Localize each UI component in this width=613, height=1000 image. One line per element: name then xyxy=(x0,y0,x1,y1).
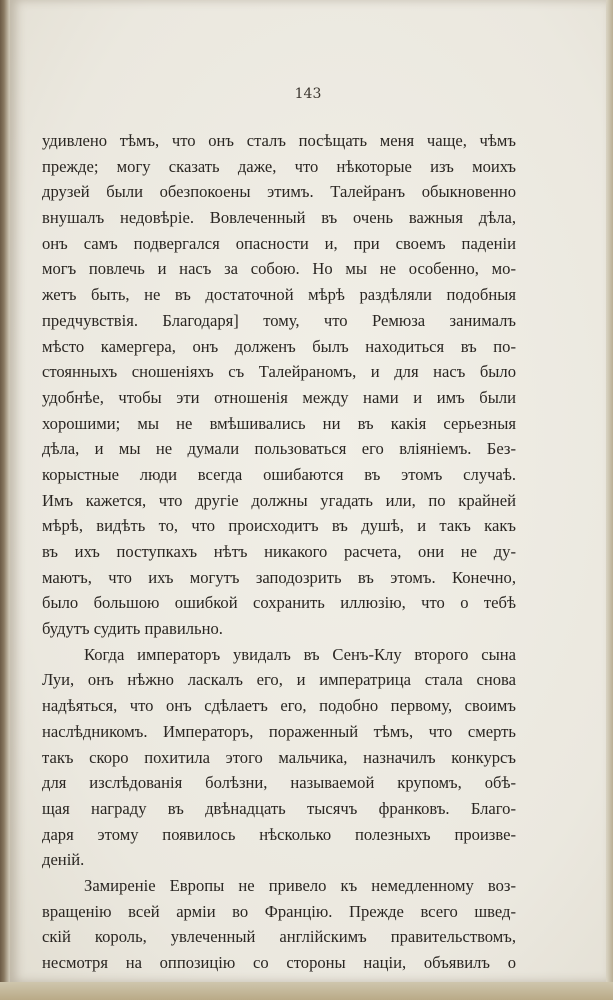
text-line: мѣрѣ, видѣть то, что происходитъ въ душѣ, и такъ какъ xyxy=(42,516,516,536)
text-line: Имъ кажется, что другіе должны угадать или, по крайней xyxy=(42,490,516,510)
text-line: въ ихъ поступкахъ нѣтъ никакого расчета, они не ду- xyxy=(42,542,516,561)
text-line: друзей были обезпокоены этимъ. Талейранъ обыкновенно xyxy=(42,182,516,202)
text-line: будутъ судить правильно. xyxy=(42,619,223,639)
body-text xyxy=(42,128,516,1000)
text-line: скій король, увлеченный англійскимъ правительствомъ, xyxy=(42,927,516,947)
text-line: корыстные люди всегда ошибаются въ этомъ случаѣ. xyxy=(42,464,516,484)
text-line: прежде; могу сказать даже, что нѣкоторые изъ моихъ xyxy=(42,156,516,176)
page-bottom-edge xyxy=(0,982,613,1000)
text-line: жетъ быть, не въ достаточной мѣрѣ раздѣляли подобныя xyxy=(42,285,516,305)
text-line: Луи, онъ нѣжно ласкалъ его, и императрица стала снова xyxy=(42,670,516,690)
text-line: было большою ошибкой сохранить иллюзію, что о тебѣ xyxy=(42,593,516,613)
text-line: для изслѣдованія болѣзни, называемой крупомъ, обѣ- xyxy=(42,773,516,793)
text-line: внушалъ недовѣріе. Вовлеченный въ очень важныя дѣла, xyxy=(42,208,516,228)
text-line: дѣла, и мы не думали пользоваться его вліяніемъ. Без- xyxy=(42,439,516,459)
text-line: мѣсто камергера, онъ долженъ былъ находиться въ по- xyxy=(42,336,516,356)
text-line: несмотря на оппозицію со стороны націи, объявилъ о xyxy=(42,953,516,972)
page-number: 143 xyxy=(294,86,322,102)
text-line: деній. xyxy=(42,850,85,870)
text-line: удивлено тѣмъ, что онъ сталъ посѣщать меня чаще, чѣмъ xyxy=(42,131,516,150)
text-line: Замиреніе Европы не привело къ немедленному воз- xyxy=(84,875,516,895)
text-line: могъ повлечь и насъ за собою. Но мы не особенно, мо- xyxy=(42,259,516,279)
page-sheet xyxy=(10,0,606,982)
text-line: хорошими; мы не вмѣшивались ни въ какія серьезныя xyxy=(42,413,516,433)
text-line: надѣяться, что онъ сдѣлаетъ его, подобно первому, своимъ xyxy=(42,696,516,716)
text-line: предчувствія. Благодаря] тому, что Ремюза занималъ xyxy=(42,310,516,330)
text-line: щая награду въ двѣнадцать тысячъ франковъ. Благо- xyxy=(42,798,516,818)
text-line: Когда императоръ увидалъ въ Сенъ-Клу второго сына xyxy=(84,644,516,664)
text-line: вращенію всей арміи во Францію. Прежде всего швед- xyxy=(42,901,516,921)
text-line: наслѣдникомъ. Императоръ, пораженный тѣмъ, что смерть xyxy=(42,721,516,741)
text-line: удобнѣе, чтобы эти отношенія между нами и имъ были xyxy=(42,387,516,407)
text-line: даря этому появилось нѣсколько полезныхъ произве- xyxy=(42,824,516,844)
text-line: стоянныхъ сношеніяхъ съ Талейраномъ, и для насъ было xyxy=(42,362,516,382)
text-line: такъ скоро похитила этого мальчика, назначилъ конкурсъ xyxy=(42,747,516,767)
text-line: онъ самъ подвергался опасности и, при своемъ паденіи xyxy=(42,233,516,253)
text-line: маютъ, что ихъ могутъ заподозрить въ этомъ. Конечно, xyxy=(42,567,516,587)
